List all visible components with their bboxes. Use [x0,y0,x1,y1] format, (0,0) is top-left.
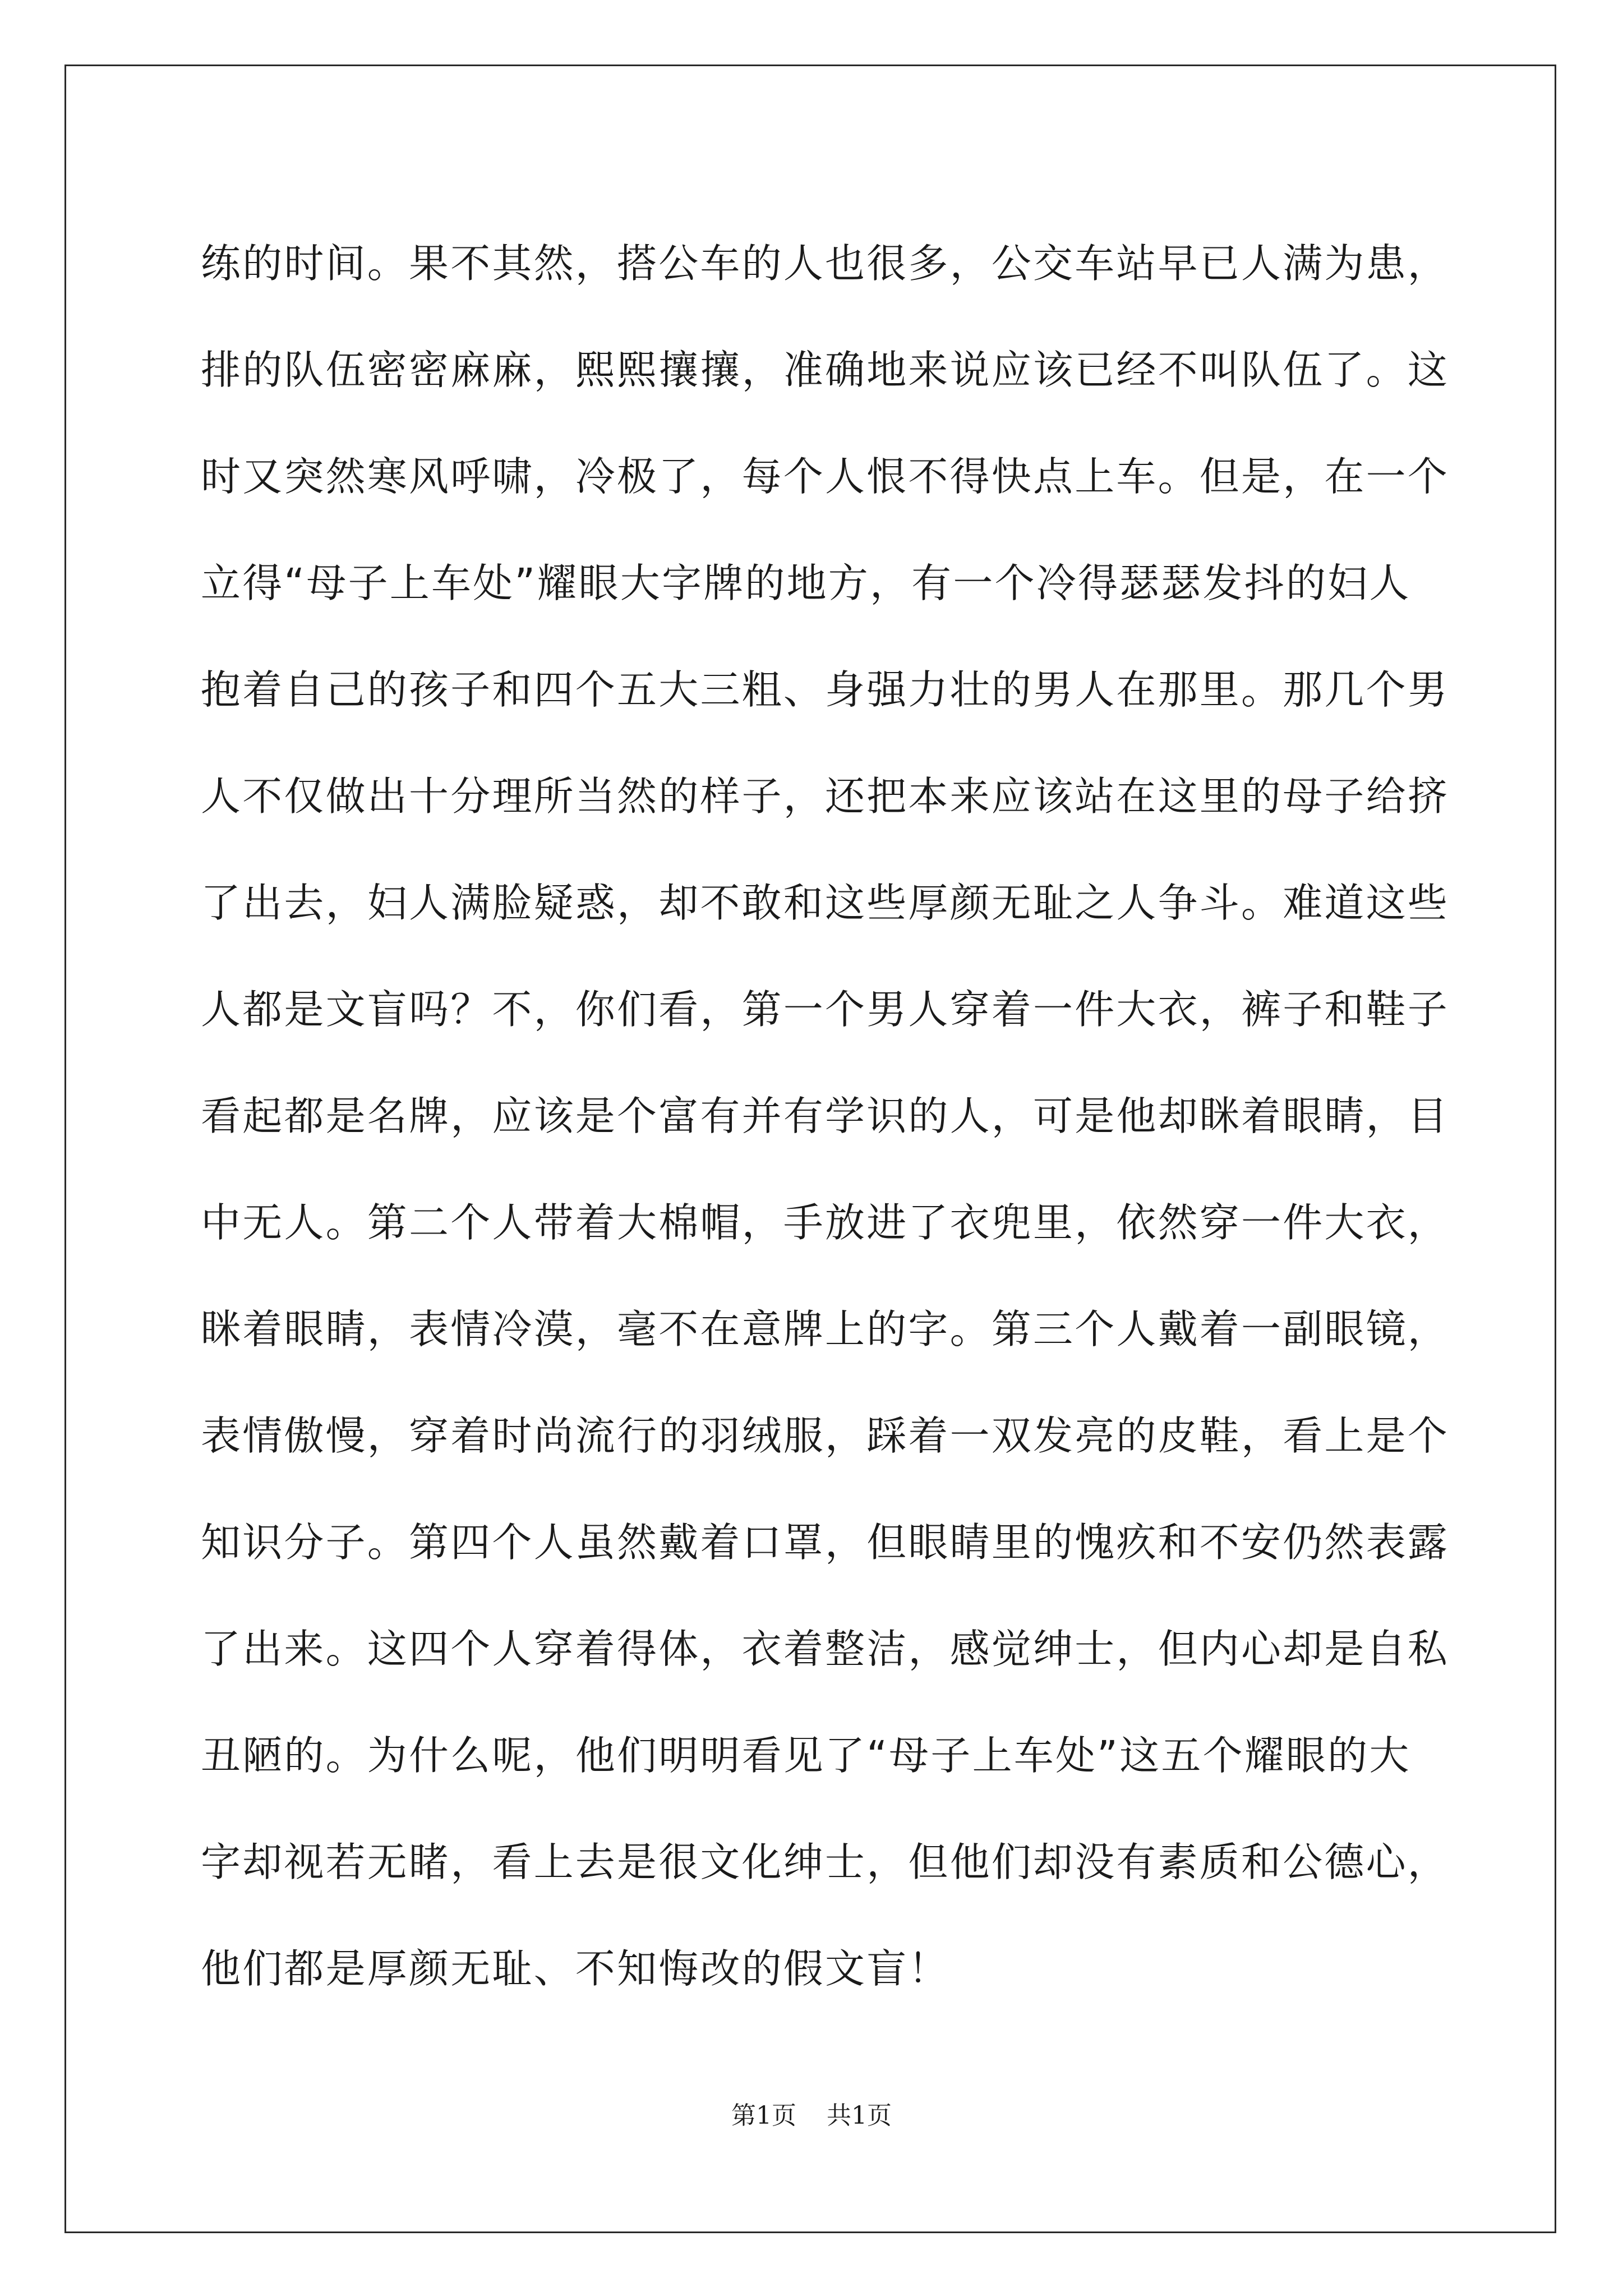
text-line: 排的队伍密密麻麻，熙熙攘攘，准确地来说应该已经不叫队伍了。这 [201,347,1450,393]
page-number: 第1页 [731,2101,796,2130]
text-line: 抱着自己的孩子和四个五大三粗、身强力壮的男人在那里。那几个男 [201,666,1450,713]
text-line: 人不仅做出十分理所当然的样子，还把本来应该站在这里的母子给挤 [201,773,1450,820]
text-line: 中无人。第二个人带着大棉帽，手放进了衣兜里，依然穿一件大衣， [201,1199,1450,1246]
text-line: 他们都是厚颜无耻、不知悔改的假文盲！ [201,1945,950,1992]
text-line: 字却视若无睹，看上去是很文化绅士，但他们却没有素质和公德心， [201,1839,1450,1885]
text-line: 了出来。这四个人穿着得体，衣着整洁，感觉绅士，但内心却是自私 [201,1626,1450,1672]
text-line: 时又突然寒风呼啸，冷极了，每个人恨不得快点上车。但是，在一个 [201,453,1450,500]
text-line: 立得“母子上车处”耀眼大字牌的地方，有一个冷得瑟瑟发抖的妇人 [201,560,1411,606]
text-line: 人都是文盲吗？不，你们看，第一个男人穿着一件大衣，裤子和鞋子 [201,986,1450,1033]
text-line: 知识分子。第四个人虽然戴着口罩，但眼睛里的愧疚和不安仍然表露 [201,1519,1450,1566]
body-text [201,210,1450,2022]
text-line: 了出去，妇人满脸疑惑，却不敢和这些厚颜无耻之人争斗。难道这些 [201,880,1450,926]
text-line: 表情傲慢，穿着时尚流行的羽绒服，踩着一双发亮的皮鞋，看上是个 [201,1412,1450,1459]
total-pages: 共1页 [827,2101,892,2130]
text-line: 练的时间。果不其然，搭公车的人也很多，公交车站早已人满为患， [201,240,1450,287]
text-line: 丑陋的。为什么呢，他们明明看见了“母子上车处”这五个耀眼的大 [201,1732,1411,1779]
text-line: 看起都是名牌，应该是个富有并有学识的人，可是他却眯着眼睛，目 [201,1093,1450,1139]
text-line: 眯着眼睛，表情冷漠，毫不在意牌上的字。第三个人戴着一副眼镜， [201,1306,1450,1352]
page-footer [0,2095,1623,2131]
